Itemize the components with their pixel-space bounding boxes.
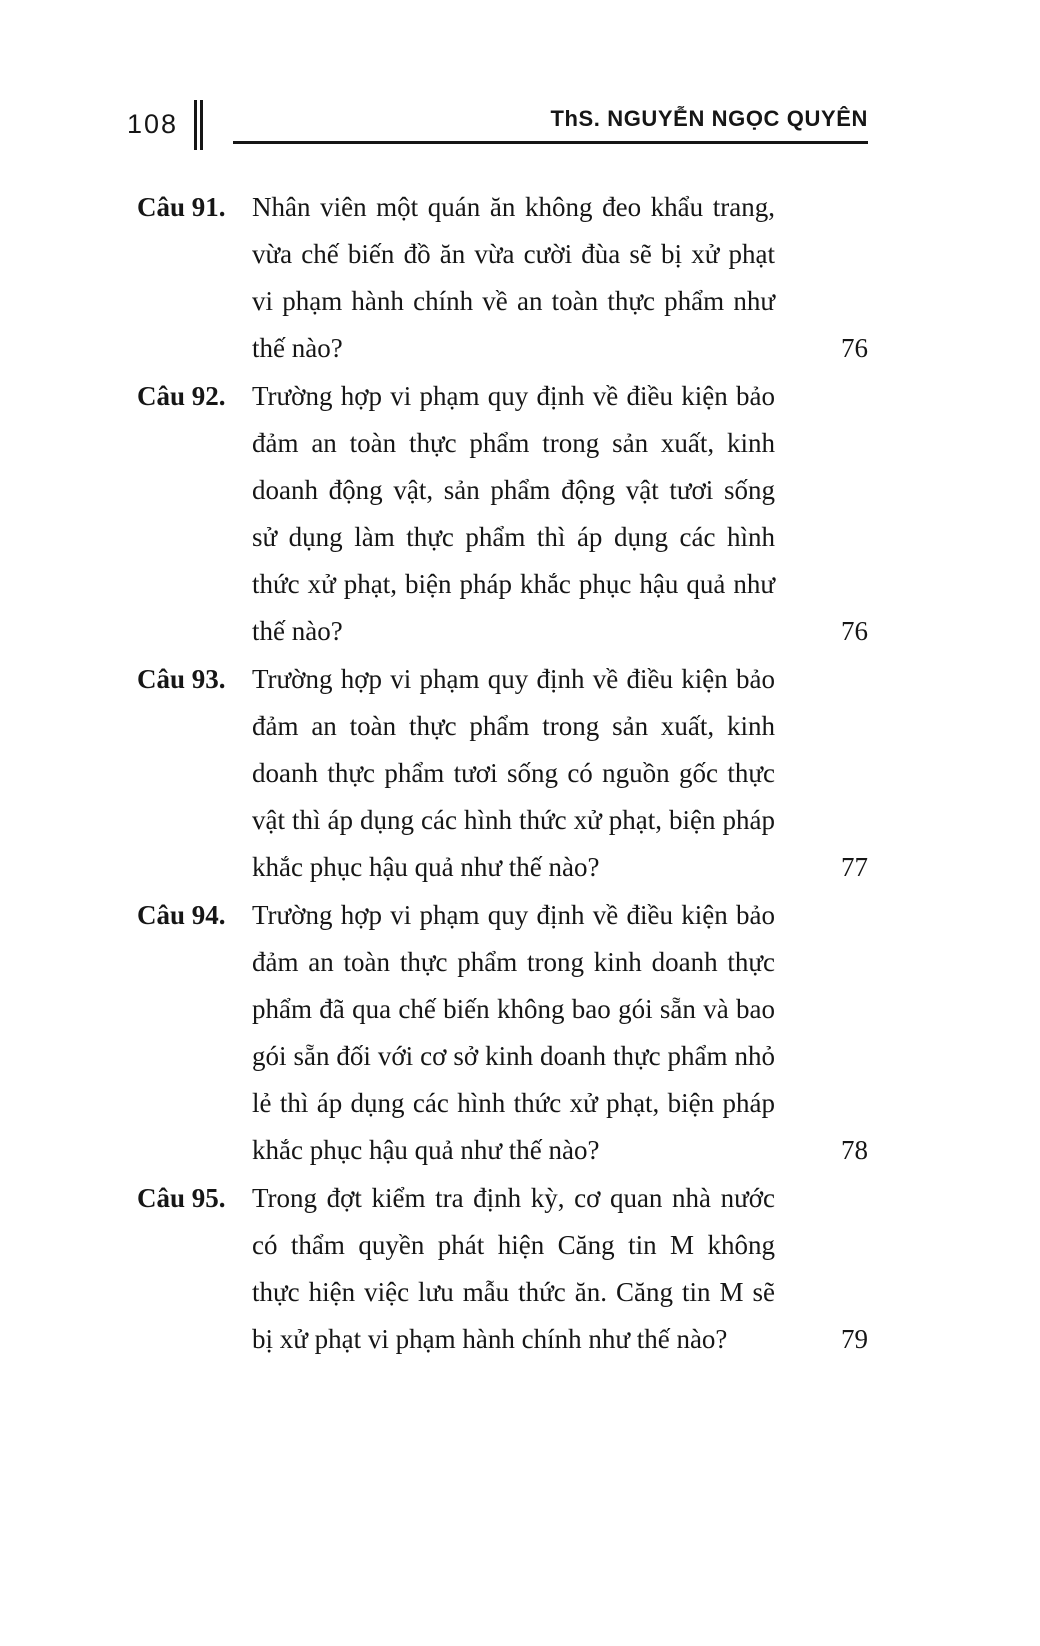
toc-entry — [127, 892, 868, 1174]
entry-page-number: 78 — [841, 1135, 868, 1165]
entry-page-number: 77 — [841, 852, 868, 882]
entry-label: Câu 92. — [137, 381, 226, 411]
entry-label: Câu 94. — [137, 900, 226, 930]
entry-label: Câu 93. — [137, 664, 226, 694]
entry-text: Nhân viên một quán ăn không đeo khẩu trang, vừa chế biến đồ ăn vừa cười đùa sẽ bị xử phạt vi phạm hành chính về an toàn thực phẩm như thế nào? — [252, 192, 775, 363]
entry-page-number: 76 — [841, 616, 868, 646]
page-header — [127, 100, 868, 144]
entry-label: Câu 91. — [137, 192, 226, 222]
double-bar-ornament — [194, 100, 203, 150]
entry-text: Trường hợp vi phạm quy định về điều kiện bảo đảm an toàn thực phẩm trong sản xuất, kinh doanh thực phẩm tươi sống có nguồn gốc thực vật thì áp dụng các hình thức xử phạt, biện pháp khắc phục hậu quả như thế nào? — [252, 664, 775, 882]
entry-text: Trong đợt kiểm tra định kỳ, cơ quan nhà nước có thẩm quyền phát hiện Căng tin M không thực hiện việc lưu mẫu thức ăn. Căng tin M sẽ bị xử phạt vi phạm hành chính như thế nào? — [252, 1183, 775, 1354]
header-rule — [233, 106, 868, 144]
entry-text: Trường hợp vi phạm quy định về điều kiện bảo đảm an toàn thực phẩm trong kinh doanh thực phẩm đã qua chế biến không bao gói sẵn và bao gói sẵn đối với cơ sở kinh doanh thực phẩm nhỏ lẻ thì áp dụng các hình thức xử phạt, biện pháp khắc phục hậu quả như thế nào? — [252, 900, 775, 1165]
toc-entry — [127, 184, 868, 372]
running-title: ThS. NGUYỄN NGỌC QUYÊN — [550, 106, 868, 131]
folio-number: 108 — [127, 109, 179, 139]
toc-list — [127, 184, 868, 1363]
toc-entry — [127, 656, 868, 891]
entry-page-number: 76 — [841, 333, 868, 363]
toc-entry — [127, 1175, 868, 1363]
entry-page-number: 79 — [841, 1324, 868, 1354]
entry-text: Trường hợp vi phạm quy định về điều kiện bảo đảm an toàn thực phẩm trong sản xuất, kinh doanh động vật, sản phẩm động vật tươi sống sử dụng làm thực phẩm thì áp dụng các hình thức xử phạt, biện pháp khắc phục hậu quả như thế nào? — [252, 381, 775, 646]
entry-label: Câu 95. — [137, 1183, 226, 1213]
toc-entry — [127, 373, 868, 655]
